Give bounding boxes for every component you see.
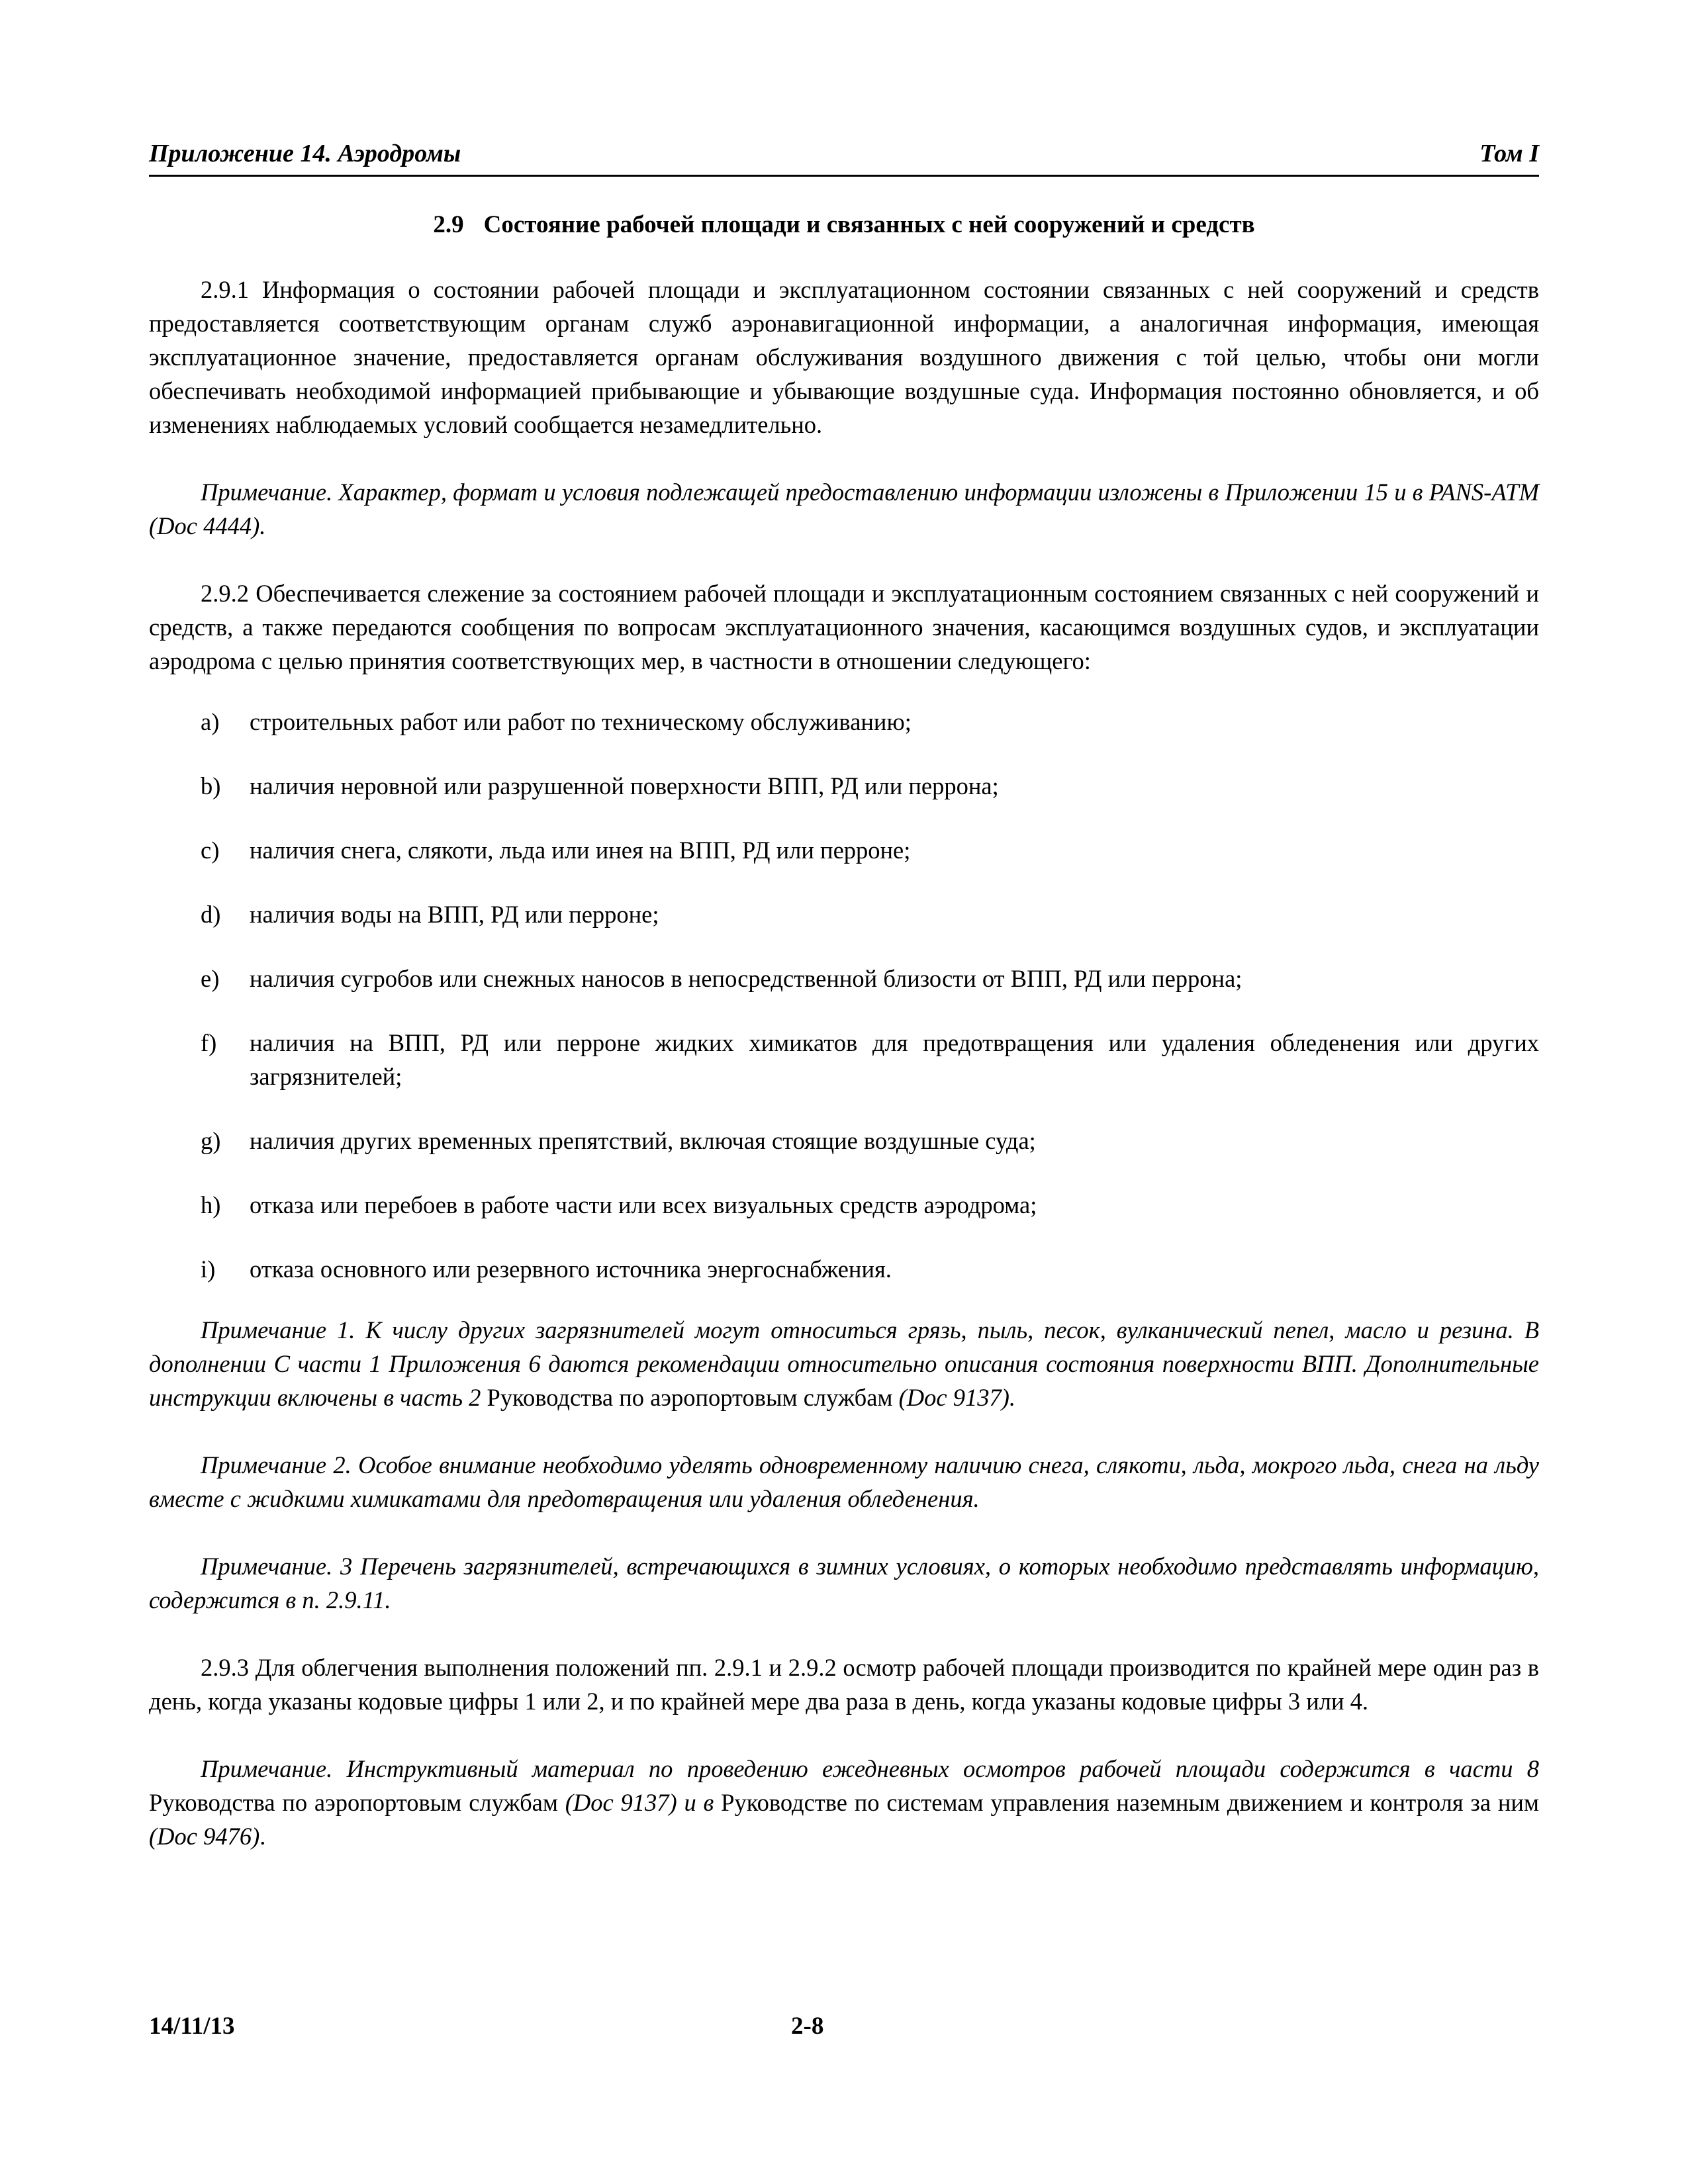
header-document-title: Приложение 14. Аэродромы	[149, 140, 461, 167]
list-item-text: наличия воды на ВПП, РД или перроне;	[250, 901, 659, 928]
note-text: Примечание. Инструктивный материал по проведению ежедневных осмотров рабочей площади содержится в части 8	[201, 1755, 1539, 1782]
list-item-label: e)	[201, 965, 220, 992]
list-item-text: наличия других временных препятствий, включая стоящие воздушные суда;	[250, 1127, 1036, 1154]
list-item-label: c)	[201, 837, 220, 864]
document-reference: Руководства по аэропортовым службам	[149, 1789, 558, 1816]
note-inspections	[149, 1752, 1539, 1853]
document-reference: Руководстве по системам управления наземным движением и контроля за ним	[721, 1789, 1539, 1816]
list-item-label: i)	[201, 1255, 216, 1283]
list-item	[149, 962, 1539, 995]
list-item-label: h)	[201, 1191, 221, 1218]
section-title-text: Состояние рабочей площади и связанных с ней сооружений и средств	[483, 211, 1255, 238]
list-item	[149, 1124, 1539, 1158]
list-item	[149, 769, 1539, 803]
footer-date: 14/11/13	[149, 2013, 235, 2040]
document-reference: Руководства по аэропортовым службам	[487, 1384, 893, 1411]
list-item-label: g)	[201, 1127, 221, 1154]
list-item	[149, 1188, 1539, 1222]
note-3-winter-contaminants: Примечание. 3 Перечень загрязнителей, встречающихся в зимних условиях, о которых необходимо представлять информацию, содержится в п. 2.9.11.	[149, 1553, 1539, 1614]
list-item-text: наличия на ВПП, РД или перроне жидких химикатов для предотвращения или удаления обледенения или других загрязнителей;	[250, 1029, 1539, 1090]
list-item-text: наличия сугробов или снежных наносов в непосредственной близости от ВПП, РД или перрона;	[250, 965, 1243, 992]
section-number: 2.9	[433, 211, 464, 238]
list-item	[149, 705, 1539, 739]
note-text: (Doc 9137) и в	[557, 1789, 722, 1816]
list-item-text: наличия снега, слякоти, льда или инея на ВПП, РД или перроне;	[250, 837, 911, 864]
list-item	[149, 1026, 1539, 1093]
list-item	[149, 897, 1539, 931]
condition-list	[149, 705, 1539, 1286]
note-text: (Doc 9476)	[149, 1823, 260, 1850]
list-item-text: отказа или перебоев в работе части или всех визуальных средств аэродрома;	[250, 1191, 1037, 1218]
note-1-contaminants	[149, 1313, 1539, 1414]
body-content	[149, 273, 1539, 1853]
note-text: .	[259, 1823, 266, 1850]
note-2-attention: Примечание 2. Особое внимание необходимо уделять одновременному наличию снега, слякоти, льда, мокрого льда, снега на льду вместе с жидкими химикатами для предотвращения или удаления обледенения.	[149, 1451, 1539, 1512]
document-page	[149, 0, 1539, 2184]
paragraph-2-9-2: 2.9.2 Обеспечивается слежение за состоянием рабочей площади и эксплуатационным состоянием связанных с ней сооружений и средств, а также передаются сообщения по вопросам эксплуатационного значения, касающимся воздушных судов, и эксплуатации аэродрома с целью принятия соответствующих мер, в частности в отношении следующего:	[149, 580, 1539, 674]
list-item-text: строительных работ или работ по техническому обслуживанию;	[250, 708, 912, 735]
note-text: (Doc 9137).	[892, 1384, 1016, 1411]
list-item-label: b)	[201, 772, 221, 799]
header-volume: Том I	[1479, 140, 1539, 167]
list-item	[149, 1252, 1539, 1286]
paragraph-2-9-3: 2.9.3 Для облегчения выполнения положений пп. 2.9.1 и 2.9.2 осмотр рабочей площади производится по крайней мере один раз в день, когда указаны кодовые цифры 1 или 2, и по крайней мере два раза в день, когда указаны кодовые цифры 3 или 4.	[149, 1654, 1539, 1715]
list-item-text: отказа основного или резервного источника энергоснабжения.	[250, 1255, 892, 1283]
list-item-text: наличия неровной или разрушенной поверхности ВПП, РД или перрона;	[250, 772, 999, 799]
note-annex-15: Примечание. Характер, формат и условия подлежащей предоставлению информации изложены в Приложении 15 и в PANS-ATM (Doc 4444).	[149, 478, 1539, 539]
note-text: Примечание 1. К числу других загрязнителей могут относиться грязь, пыль, песок, вулканический пепел, масло и резина. В дополнении С части 1 Приложения 6 даются рекомендации относительно описания состояния поверхности ВПП. Дополнительные инструкции включены в часть 2	[149, 1316, 1539, 1411]
list-item	[149, 833, 1539, 867]
list-item-label: f)	[201, 1029, 217, 1056]
paragraph-2-9-1: 2.9.1 Информация о состоянии рабочей площади и эксплуатационном состоянии связанных с ней сооружений и средств предоставляется соответствующим органам служб аэронавигационной информации, а аналогичная информация, имеющая эксплуатационное значение, предоставляется органам обслуживания воздушного движения с той целью, чтобы они могли обеспечивать необходимой информацией прибывающие и убывающие воздушные суда. Информация постоянно обновляется, и об изменениях наблюдаемых условий сообщается незамедлительно.	[149, 276, 1539, 438]
list-item-label: d)	[201, 901, 221, 928]
list-item-label: a)	[201, 708, 220, 735]
section-heading	[149, 210, 1539, 239]
running-header	[149, 132, 1539, 177]
page-number: 2-8	[791, 2013, 824, 2040]
